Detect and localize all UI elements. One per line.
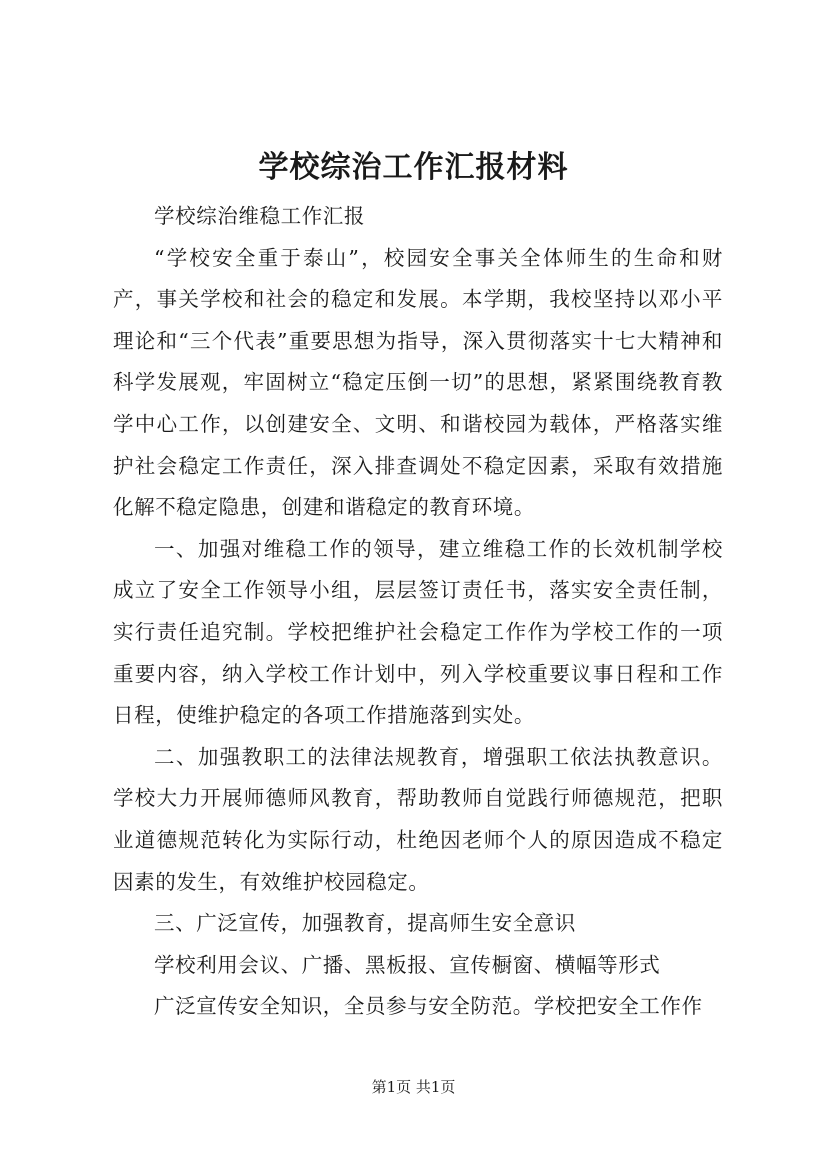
paragraph-section-2: 二、加强教职工的法律法规教育，增强职工依法执教意识。学校大力开展师德师风教育，帮助教师自觉践行师德规范，把职业道德规范转化为实际行动，杜绝因老师个人的原因造成不稳定因素的发生，有效维护校园稳定。 bbox=[113, 744, 723, 894]
document-title: 学校综治工作汇报材料 bbox=[258, 150, 569, 185]
paragraph-section-3-line: 学校利用会议、广播、黑板报、宣传橱窗、横幅等形式 bbox=[154, 952, 661, 977]
page-number-footer: 第1页 共1页 bbox=[371, 1078, 456, 1096]
paragraph-section-3-continued: 广泛宣传安全知识，全员参与安全防范。学校把安全工作作 bbox=[154, 994, 703, 1019]
paragraph-subtitle: 学校综治维稳工作汇报 bbox=[154, 204, 365, 228]
paragraph-section-1: 一、加强对维稳工作的领导，建立维稳工作的长效机制学校成立了安全工作领导小组，层层签订责任书，落实安全责任制，实行责任追究制。学校把维护社会稳定工作作为学校工作的一项重要内容，纳入学校工作计划中，列入学校重要议事日程和工作日程，使维护稳定的各项工作措施落到实处。 bbox=[113, 536, 723, 728]
paragraph-intro: “学校安全重于泰山”，校园安全事关全体师生的生命和财产，事关学校和社会的稳定和发展。本学期，我校坚持以邓小平理论和“三个代表”重要思想为指导，深入贯彻落实十七大精神和科学发展观，牢固树立“稳定压倒一切”的思想，紧紧围绕教育教学中心工作，以创建安全、文明、和谐校园为载体，严格落实维护社会稳定工作责任，深入排查调处不稳定因素，采取有效措施化解不稳定隐患，创建和谐稳定的教育环境。 bbox=[113, 245, 723, 520]
paragraph-section-3-heading: 三、广泛宣传，加强教育，提高师生安全意识 bbox=[154, 911, 576, 936]
document-body bbox=[113, 196, 723, 1028]
